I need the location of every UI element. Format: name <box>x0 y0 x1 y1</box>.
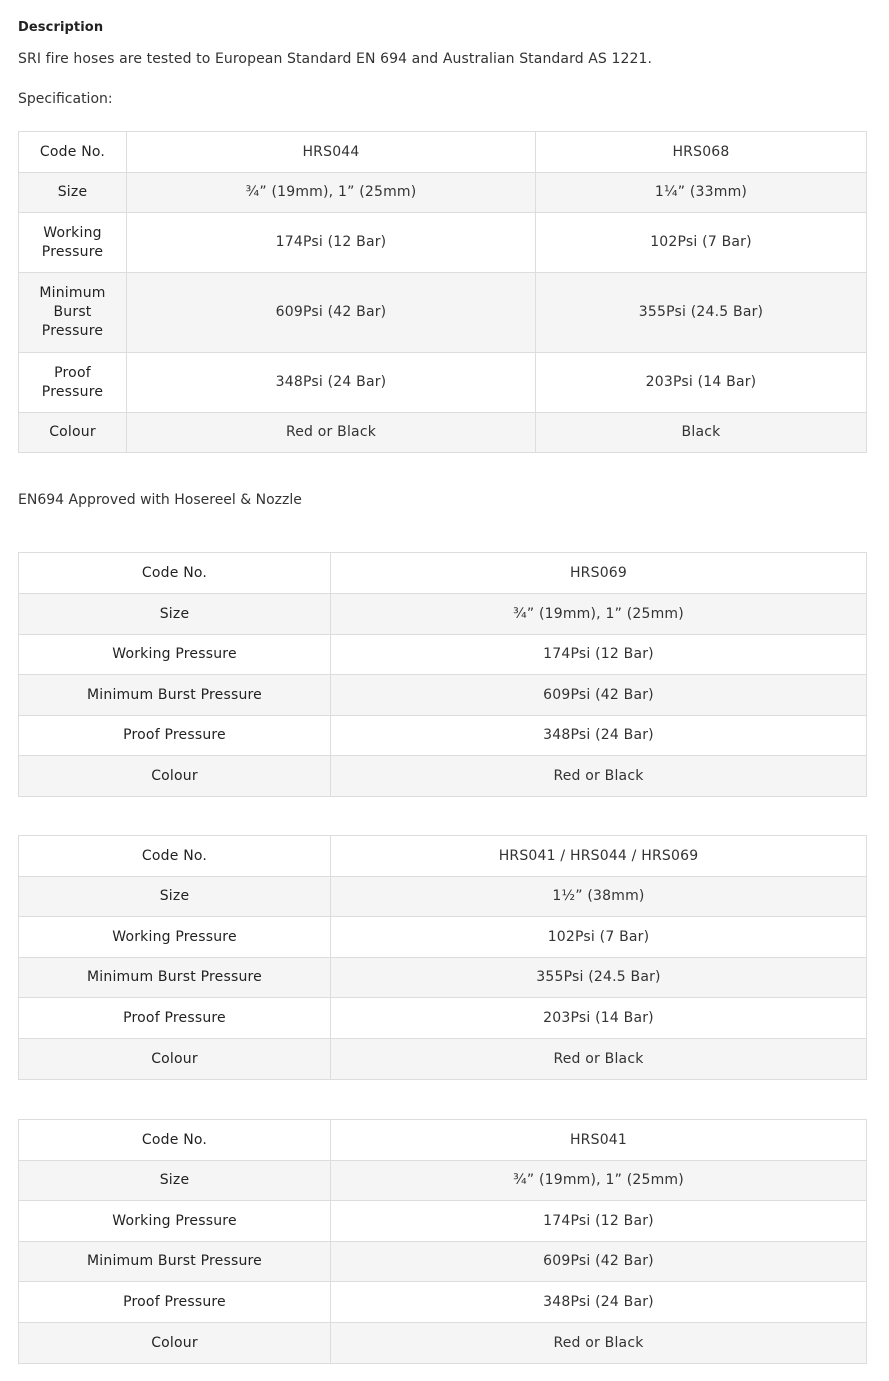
row-label: Minimum Burst Pressure <box>19 958 331 998</box>
row-label: Minimum Burst Pressure <box>19 273 127 353</box>
table-row <box>19 1120 867 1161</box>
row-label: Minimum Burst Pressure <box>19 675 331 716</box>
cell-value: 174Psi (12 Bar) <box>127 213 536 273</box>
cell-value: 102Psi (7 Bar) <box>331 917 867 958</box>
row-label: Working Pressure <box>19 917 331 958</box>
cell-value: 609Psi (42 Bar) <box>127 273 536 353</box>
cell-value: HRS044 <box>127 132 536 173</box>
row-label: Colour <box>19 1323 331 1364</box>
row-label: Proof Pressure <box>19 716 331 756</box>
table-row <box>19 877 867 917</box>
table-row <box>19 998 867 1039</box>
row-label: Size <box>19 1161 331 1201</box>
table-row <box>19 173 867 213</box>
table-row <box>19 716 867 756</box>
row-label: Proof Pressure <box>19 1282 331 1323</box>
cell-value: 609Psi (42 Bar) <box>331 675 867 716</box>
table-row <box>19 1201 867 1242</box>
table-row <box>19 413 867 453</box>
table-row <box>19 1323 867 1364</box>
cell-value: 1¼” (33mm) <box>536 173 867 213</box>
cell-value: 203Psi (14 Bar) <box>536 353 867 413</box>
spec-table-hrs069 <box>18 552 867 797</box>
row-label: Minimum Burst Pressure <box>19 1242 331 1282</box>
row-label: Code No. <box>19 132 127 173</box>
approved-note: EN694 Approved with Hosereel & Nozzle <box>18 492 302 508</box>
cell-value: 355Psi (24.5 Bar) <box>331 958 867 998</box>
table-row <box>19 132 867 173</box>
row-label: Colour <box>19 413 127 453</box>
row-label: Proof Pressure <box>19 998 331 1039</box>
table-row <box>19 836 867 877</box>
row-label: Code No. <box>19 553 331 594</box>
cell-value: ¾” (19mm), 1” (25mm) <box>331 594 867 635</box>
cell-value: ¾” (19mm), 1” (25mm) <box>127 173 536 213</box>
table-row <box>19 213 867 273</box>
cell-value: HRS041 / HRS044 / HRS069 <box>331 836 867 877</box>
cell-value: 348Psi (24 Bar) <box>331 716 867 756</box>
cell-value: 1½” (38mm) <box>331 877 867 917</box>
cell-value: Black <box>536 413 867 453</box>
cell-value: 348Psi (24 Bar) <box>331 1282 867 1323</box>
cell-value: 609Psi (42 Bar) <box>331 1242 867 1282</box>
spec-table-hrs041-hrs044-hrs069 <box>18 835 867 1080</box>
cell-value: 355Psi (24.5 Bar) <box>536 273 867 353</box>
table-row <box>19 1282 867 1323</box>
description-intro: SRI fire hoses are tested to European Standard EN 694 and Australian Standard AS 1221. <box>18 51 653 67</box>
table-row <box>19 273 867 353</box>
cell-value: HRS041 <box>331 1120 867 1161</box>
row-label: Working Pressure <box>19 1201 331 1242</box>
row-label: Working Pressure <box>19 213 127 273</box>
table-row <box>19 594 867 635</box>
table-row <box>19 1161 867 1201</box>
row-label: Colour <box>19 1039 331 1080</box>
cell-value: HRS069 <box>331 553 867 594</box>
table-row <box>19 353 867 413</box>
cell-value: Red or Black <box>127 413 536 453</box>
cell-value: ¾” (19mm), 1” (25mm) <box>331 1161 867 1201</box>
cell-value: 174Psi (12 Bar) <box>331 1201 867 1242</box>
specification-label: Specification: <box>18 91 113 107</box>
row-label: Size <box>19 173 127 213</box>
table-row <box>19 1039 867 1080</box>
cell-value: Red or Black <box>331 1323 867 1364</box>
row-label: Size <box>19 877 331 917</box>
row-label: Proof Pressure <box>19 353 127 413</box>
table-row <box>19 756 867 797</box>
table-row <box>19 958 867 998</box>
row-label: Code No. <box>19 836 331 877</box>
row-label: Colour <box>19 756 331 797</box>
cell-value: Red or Black <box>331 1039 867 1080</box>
table-row <box>19 917 867 958</box>
table-row <box>19 635 867 675</box>
row-label: Working Pressure <box>19 635 331 675</box>
cell-value: 348Psi (24 Bar) <box>127 353 536 413</box>
cell-value: HRS068 <box>536 132 867 173</box>
row-label: Code No. <box>19 1120 331 1161</box>
table-row <box>19 553 867 594</box>
cell-value: 203Psi (14 Bar) <box>331 998 867 1039</box>
table-row <box>19 1242 867 1282</box>
spec-table-hrs044-hrs068 <box>18 131 867 453</box>
spec-table-hrs041 <box>18 1119 867 1364</box>
description-heading: Description <box>18 20 104 35</box>
cell-value: Red or Black <box>331 756 867 797</box>
cell-value: 174Psi (12 Bar) <box>331 635 867 675</box>
table-row <box>19 675 867 716</box>
cell-value: 102Psi (7 Bar) <box>536 213 867 273</box>
row-label: Size <box>19 594 331 635</box>
